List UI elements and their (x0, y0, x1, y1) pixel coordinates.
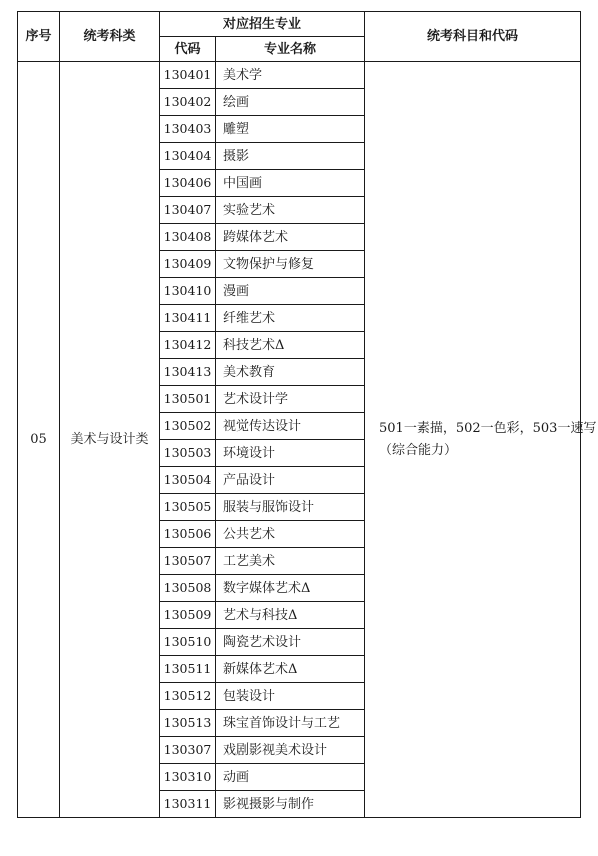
major-name: 美术学 (216, 62, 365, 89)
subjects-line-1: 501一素描，502一色彩，503一速写 (379, 420, 597, 436)
major-code: 130413 (160, 359, 216, 386)
header-no: 序号 (18, 12, 60, 62)
major-name: 工艺美术 (216, 548, 365, 575)
major-code: 130513 (160, 710, 216, 737)
major-name: 艺术设计学 (216, 386, 365, 413)
major-name: 跨媒体艺术 (216, 224, 365, 251)
major-code: 130408 (160, 224, 216, 251)
group-subjects (365, 62, 597, 818)
major-code: 130508 (160, 575, 216, 602)
header-majors-group: 对应招生专业 (160, 12, 365, 37)
header-code: 代码 (160, 37, 216, 62)
major-code: 130402 (160, 89, 216, 116)
major-name: 戏剧影视美术设计 (216, 737, 365, 764)
majors-table (17, 11, 597, 818)
major-name: 包装设计 (216, 683, 365, 710)
major-name: 视觉传达设计 (216, 413, 365, 440)
major-code: 130403 (160, 116, 216, 143)
major-name: 新媒体艺术Δ (216, 656, 365, 683)
major-code: 130506 (160, 521, 216, 548)
major-name: 纤维艺术 (216, 305, 365, 332)
major-code: 130307 (160, 737, 216, 764)
major-name: 绘画 (216, 89, 365, 116)
major-name: 雕塑 (216, 116, 365, 143)
major-code: 130503 (160, 440, 216, 467)
major-name: 文物保护与修复 (216, 251, 365, 278)
table-row (18, 62, 581, 89)
major-code: 130407 (160, 197, 216, 224)
major-name: 美术教育 (216, 359, 365, 386)
major-code: 130509 (160, 602, 216, 629)
major-name: 科技艺术Δ (216, 332, 365, 359)
major-name: 数字媒体艺术Δ (216, 575, 365, 602)
major-name: 动画 (216, 764, 365, 791)
header-subjects: 统考科目和代码 (365, 12, 581, 62)
major-code: 130510 (160, 629, 216, 656)
subjects-line-2: （综合能力） (379, 442, 458, 458)
major-code: 130502 (160, 413, 216, 440)
major-name: 实验艺术 (216, 197, 365, 224)
major-name: 公共艺术 (216, 521, 365, 548)
major-name: 产品设计 (216, 467, 365, 494)
major-name: 艺术与科技Δ (216, 602, 365, 629)
major-code: 130410 (160, 278, 216, 305)
major-name: 珠宝首饰设计与工艺 (216, 710, 365, 737)
major-code: 130505 (160, 494, 216, 521)
major-code: 130411 (160, 305, 216, 332)
group-category: 美术与设计类 (60, 62, 160, 818)
group-no: 05 (18, 62, 60, 818)
header-major-name: 专业名称 (216, 37, 365, 62)
major-name: 陶瓷艺术设计 (216, 629, 365, 656)
major-code: 130512 (160, 683, 216, 710)
major-code: 130507 (160, 548, 216, 575)
major-code: 130311 (160, 791, 216, 818)
major-code: 130310 (160, 764, 216, 791)
major-code: 130404 (160, 143, 216, 170)
major-code: 130504 (160, 467, 216, 494)
major-name: 中国画 (216, 170, 365, 197)
major-name: 环境设计 (216, 440, 365, 467)
major-code: 130409 (160, 251, 216, 278)
major-code: 130511 (160, 656, 216, 683)
major-code: 130406 (160, 170, 216, 197)
major-name: 漫画 (216, 278, 365, 305)
header-category: 统考科类 (60, 12, 160, 62)
major-name: 摄影 (216, 143, 365, 170)
major-name: 服装与服饰设计 (216, 494, 365, 521)
major-name: 影视摄影与制作 (216, 791, 365, 818)
major-code: 130401 (160, 62, 216, 89)
major-code: 130501 (160, 386, 216, 413)
major-code: 130412 (160, 332, 216, 359)
table-body (18, 62, 597, 818)
